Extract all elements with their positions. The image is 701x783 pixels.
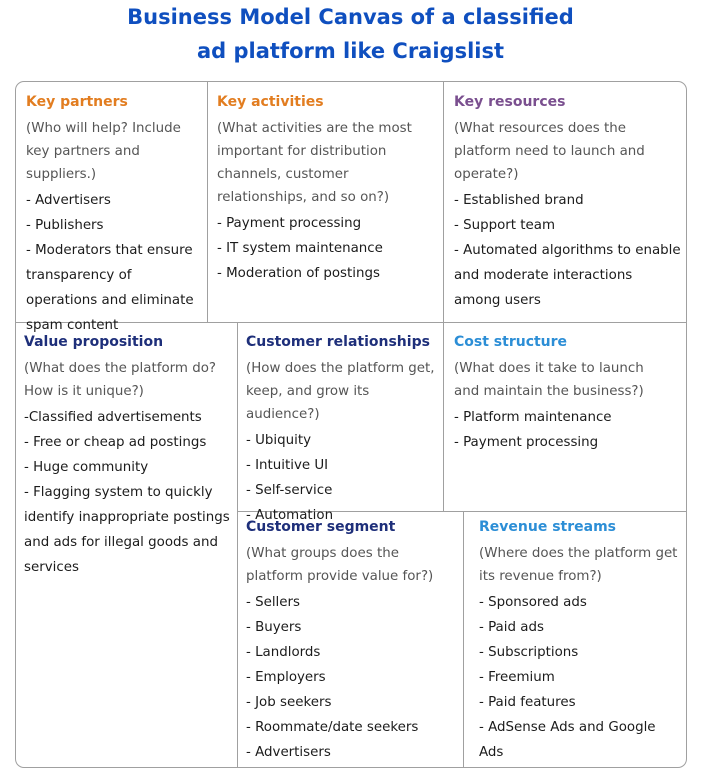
divider-v-value xyxy=(237,323,238,767)
revenue-streams-block xyxy=(479,517,684,765)
revenue-streams-question: (Where does the platform get its revenue from?) xyxy=(479,546,678,584)
customer-relationships-block xyxy=(246,332,441,528)
customer-relationships-heading: Customer relationships xyxy=(246,334,430,350)
customer-relationships-item: - Automation xyxy=(246,508,334,523)
page-title-line-1: Business Model Canvas of a classified xyxy=(127,5,574,29)
key-partners-block xyxy=(26,92,204,338)
key-partners-heading: Key partners xyxy=(26,94,128,110)
revenue-streams-heading: Revenue streams xyxy=(479,519,616,535)
customer-relationships-question: (How does the platform get, keep, and grow its audience?) xyxy=(246,361,435,422)
value-proposition-item: - Flagging system to quickly identify inappropriate postings and ads for illegal goods and services xyxy=(24,485,230,575)
value-proposition-question: (What does the platform do? How is it unique?) xyxy=(24,361,217,399)
divider-v-relationships xyxy=(443,323,444,511)
cost-structure-question: (What does it take to launch and maintain the business?) xyxy=(454,361,644,399)
revenue-streams-item: - Paid features xyxy=(479,695,576,710)
revenue-streams-item: - Subscriptions xyxy=(479,645,579,660)
key-partners-item: - Advertisers xyxy=(26,193,111,208)
value-proposition-item: - Huge community xyxy=(24,460,149,475)
revenue-streams-item: - Paid ads xyxy=(479,620,544,635)
revenue-streams-item: - Freemium xyxy=(479,670,555,685)
key-activities-item: - Payment processing xyxy=(217,216,362,231)
customer-segment-item: - Sellers xyxy=(246,595,300,610)
cost-structure-item: - Payment processing xyxy=(454,435,599,450)
customer-segment-question: (What groups does the platform provide value for?) xyxy=(246,546,434,584)
key-activities-item: - Moderation of postings xyxy=(217,266,380,281)
customer-segment-item: - Landlords xyxy=(246,645,321,660)
revenue-streams-item: - Sponsored ads xyxy=(479,595,587,610)
revenue-streams-item: - AdSense Ads and Google Ads xyxy=(479,720,656,760)
key-partners-item: - Publishers xyxy=(26,218,104,233)
key-resources-question: (What resources does the platform need to launch and operate?) xyxy=(454,121,645,182)
customer-relationships-item: - Intuitive UI xyxy=(246,458,329,473)
key-resources-block xyxy=(454,92,682,313)
value-proposition-block xyxy=(24,332,232,580)
cost-structure-item: - Platform maintenance xyxy=(454,410,612,425)
key-activities-item: - IT system maintenance xyxy=(217,241,383,256)
customer-segment-item: - Advertisers xyxy=(246,745,331,760)
key-partners-item: - Moderators that ensure transparency of operations and eliminate spam content xyxy=(26,243,194,333)
value-proposition-item: -Classified advertisements xyxy=(24,410,202,425)
customer-segment-item: - Employers xyxy=(246,670,326,685)
customer-segment-item: - Roommate/date seekers xyxy=(246,720,419,735)
key-activities-question: (What activities are the most important for distribution channels, customer relationships, and so on?) xyxy=(217,121,412,205)
key-resources-item: - Established brand xyxy=(454,193,584,208)
customer-relationships-item: - Self-service xyxy=(246,483,333,498)
customer-segment-block xyxy=(246,517,458,765)
customer-relationships-item: - Ubiquity xyxy=(246,433,311,448)
page-title-line-2: ad platform like Craigslist xyxy=(196,39,505,63)
key-resources-heading: Key resources xyxy=(454,94,566,110)
divider-v-revenue xyxy=(463,512,464,767)
value-proposition-item: - Free or cheap ad postings xyxy=(24,435,207,450)
customer-segment-item: - Buyers xyxy=(246,620,302,635)
key-resources-item: - Support team xyxy=(454,218,556,233)
key-activities-block xyxy=(217,92,439,286)
key-partners-question: (Who will help? Include key partners and suppliers.) xyxy=(26,121,181,182)
value-proposition-heading: Value proposition xyxy=(24,334,164,350)
key-resources-item: - Automated algorithms to enable and moderate interactions among users xyxy=(454,243,681,308)
customer-segment-item: - Job seekers xyxy=(246,695,332,710)
customer-segment-heading: Customer segment xyxy=(246,519,396,535)
divider-v-partners xyxy=(207,82,208,323)
cost-structure-heading: Cost structure xyxy=(454,334,568,350)
key-activities-heading: Key activities xyxy=(217,94,324,110)
divider-v-activities xyxy=(443,82,444,323)
cost-structure-block xyxy=(454,332,664,455)
